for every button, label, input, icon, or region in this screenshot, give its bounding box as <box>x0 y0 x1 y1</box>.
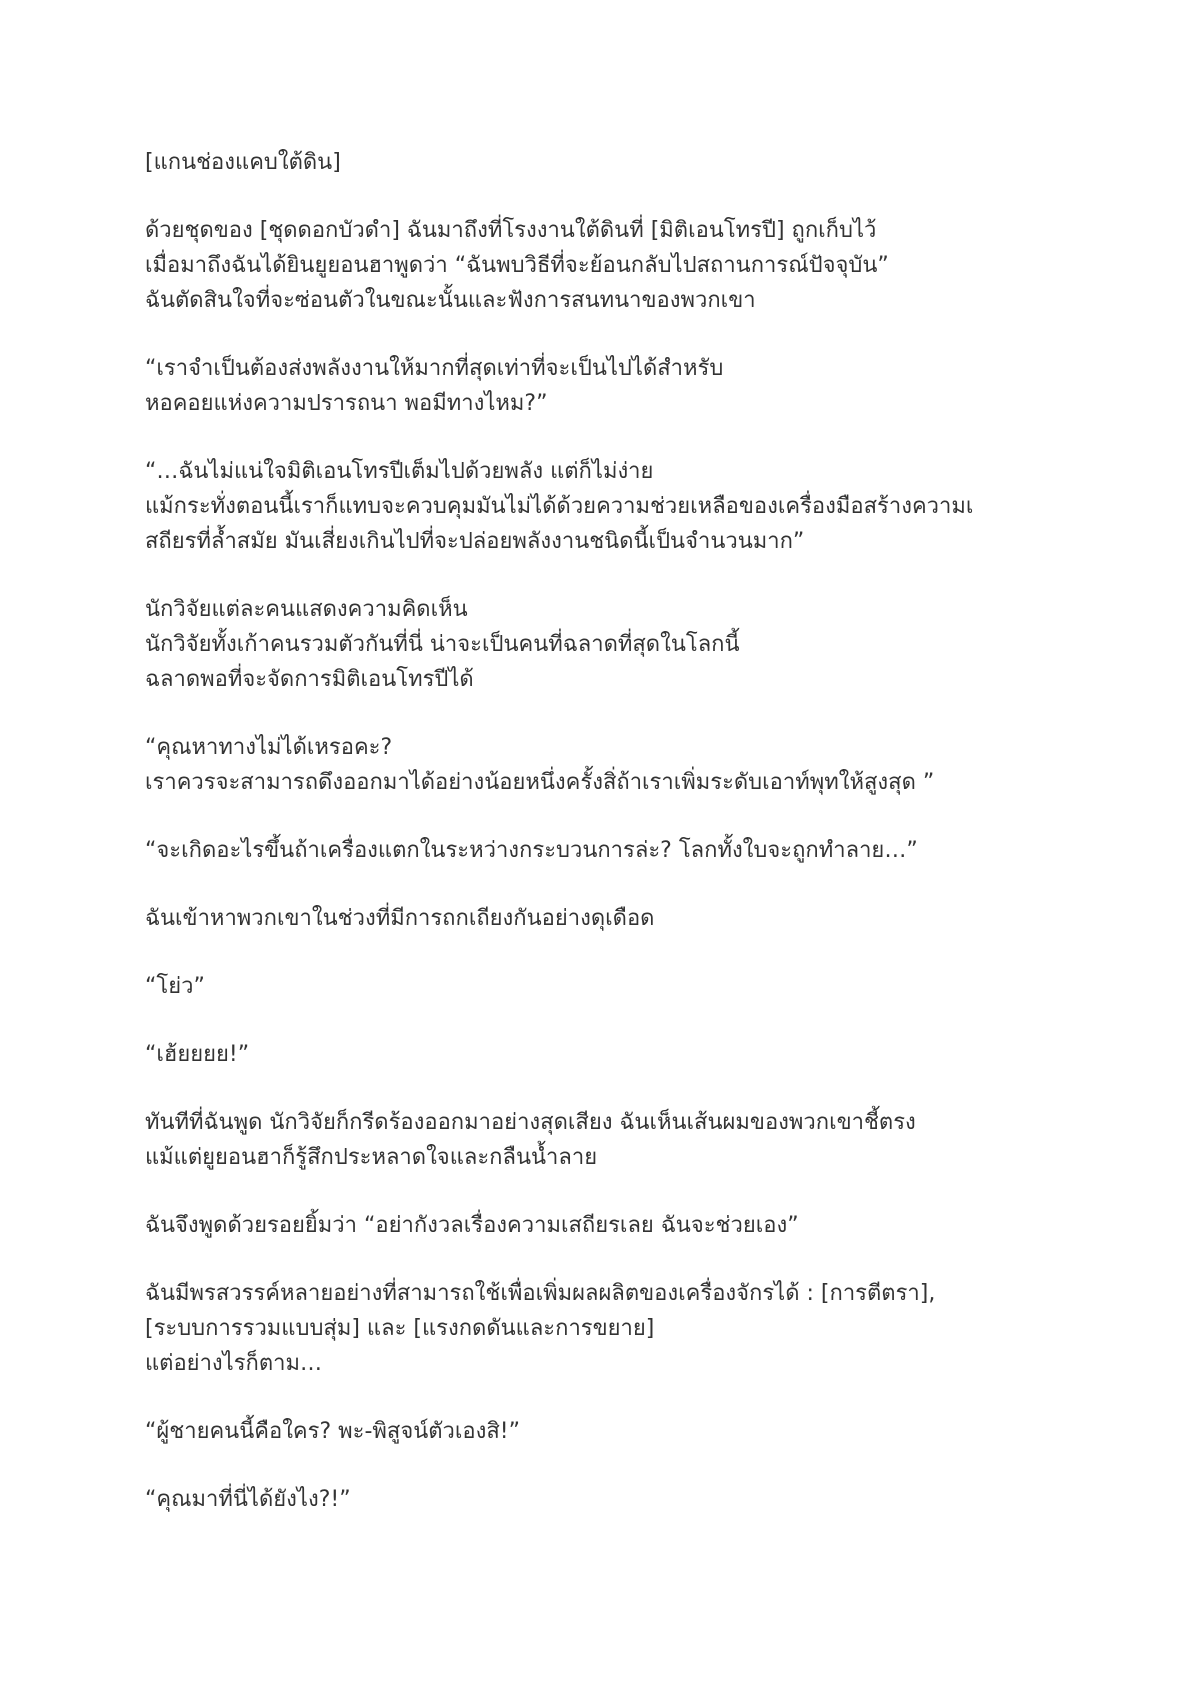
dialogue-paragraph <box>145 351 1065 421</box>
text-line: ฉันตัดสินใจที่จะซ่อนตัวในขณะนั้นและฟังการสนทนาของพวกเขา <box>145 288 756 313</box>
text-line: “คุณมาที่นี่ได้ยังไง?!” <box>145 1487 351 1512</box>
dialogue-paragraph <box>145 969 1065 1004</box>
paragraph <box>145 1276 1065 1381</box>
text-line: “คุณหาทางไม่ได้เหรอคะ? <box>145 735 393 760</box>
text-line: ฉันมีพรสวรรค์หลายอย่างที่สามารถใช้เพื่อเพิ่มผลผลิตของเครื่องจักรได้ : [การตีตรา], <box>145 1281 936 1306</box>
text-line: “ผู้ชายคนนี้คือใคร? พะ-พิสูจน์ตัวเองสิ!” <box>145 1419 521 1444</box>
paragraph <box>145 901 1065 936</box>
text-line: [ระบบการรวมแบบสุ่ม] และ [แรงกดดันและการขยาย] <box>145 1316 655 1341</box>
dialogue-paragraph <box>145 1414 1065 1449</box>
text-line: ฉลาดพอที่จะจัดการมิติเอนโทรปีได้ <box>145 667 474 692</box>
text-line: แม้แต่ยูยอนฮาก็รู้สึกประหลาดใจและกลืนน้ำลาย <box>145 1145 598 1170</box>
text-line: เราควรจะสามารถดึงออกมาได้อย่างน้อยหนึ่งครั้งสิ่ถ้าเราเพิ่มระดับเอาท์พุทให้สูงสุด ” <box>145 770 935 795</box>
dialogue-paragraph <box>145 454 1065 559</box>
text-line: หอคอยแห่งความปรารถนา พอมีทางไหม?” <box>145 391 548 416</box>
text-line: นักวิจัยแต่ละคนแสดงความคิดเห็น <box>145 597 468 622</box>
text-line: เมื่อมาถึงฉันได้ยินยูยอนฮาพูดว่า “ฉันพบวิธีที่จะย้อนกลับไปสถานการณ์ปัจจุบัน” <box>145 253 889 278</box>
text-line: [แกนช่องแคบใต้ดิน] <box>145 150 341 175</box>
text-line: “โย่ว” <box>145 974 205 999</box>
paragraph <box>145 592 1065 697</box>
text-line: “…ฉันไม่แน่ใจมิติเอนโทรปีเต็มไปด้วยพลัง แต่ก็ไม่ง่าย <box>145 459 654 484</box>
dialogue-paragraph <box>145 1037 1065 1072</box>
paragraph <box>145 213 1065 318</box>
dialogue-paragraph <box>145 833 1065 868</box>
dialogue-paragraph <box>145 1482 1065 1517</box>
dialogue-paragraph <box>145 730 1065 800</box>
text-line: “จะเกิดอะไรขึ้นถ้าเครื่องแตกในระหว่างกระบวนการล่ะ? โลกทั้งใบจะถูกทำลาย…” <box>145 838 918 863</box>
document-page <box>145 145 1065 1550</box>
text-line: “เฮ้ยยยย!” <box>145 1042 250 1067</box>
text-line: ด้วยชุดของ [ชุดดอกบัวดำ] ฉันมาถึงที่โรงงานใต้ดินที่ [มิติเอนโทรปี] ถูกเก็บไว้ <box>145 218 877 243</box>
paragraph <box>145 1208 1065 1243</box>
text-line: แต่อย่างไรก็ตาม… <box>145 1351 323 1376</box>
text-line: “เราจำเป็นต้องส่งพลังงานให้มากที่สุดเท่าที่จะเป็นไปได้สำหรับ <box>145 356 724 381</box>
text-line: ฉันจึงพูดด้วยรอยยิ้มว่า “อย่ากังวลเรื่องความเสถียรเลย ฉันจะช่วยเอง” <box>145 1213 799 1238</box>
text-line: นักวิจัยทั้งเก้าคนรวมตัวกันที่นี่ น่าจะเป็นคนที่ฉลาดที่สุดในโลกนี้ <box>145 632 740 657</box>
text-line: แม้กระทั่งตอนนี้เราก็แทบจะควบคุมมันไม่ได้ด้วยความช่วยเหลือของเครื่องมือสร้างความเ <box>145 494 974 519</box>
text-line: ฉันเข้าหาพวกเขาในช่วงที่มีการถกเถียงกันอย่างดุเดือด <box>145 906 655 931</box>
paragraph <box>145 1105 1065 1175</box>
text-line: ทันทีที่ฉันพูด นักวิจัยก็กรีดร้องออกมาอย่างสุดเสียง ฉันเห็นเส้นผมของพวกเขาชี้ตรง <box>145 1110 916 1135</box>
scene-heading <box>145 145 1065 180</box>
text-line: สถียรที่ล้ำสมัย มันเสี่ยงเกินไปที่จะปล่อยพลังงานชนิดนี้เป็นจำนวนมาก” <box>145 529 805 554</box>
